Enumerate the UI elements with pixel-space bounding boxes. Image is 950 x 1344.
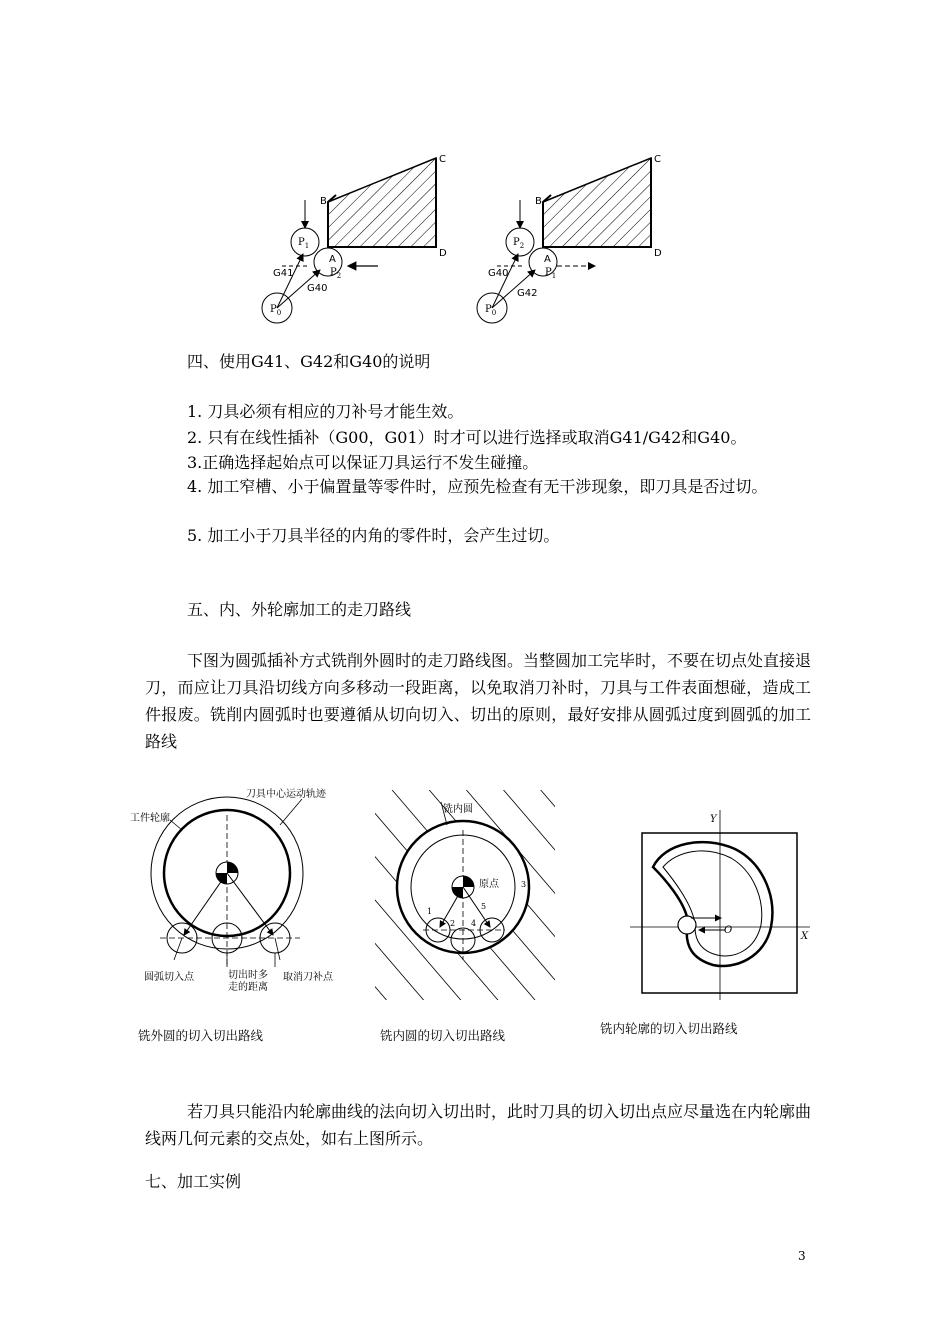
g42-diagram	[477, 154, 662, 323]
profile-label: 工件轮廓	[130, 813, 170, 824]
point-a-label: A	[544, 254, 551, 265]
point-b-label: B	[535, 196, 542, 207]
g42-label: G42	[517, 288, 538, 299]
outer-circle-figure	[130, 785, 370, 1000]
number-label: 1	[427, 907, 433, 916]
point-b-label: B	[320, 196, 327, 207]
cancel-point-label: 取消刀补点	[283, 972, 333, 983]
cutter-compensation-figure	[240, 150, 680, 325]
caption-inner-circle: 铣内圆的切入切出路线	[380, 1028, 506, 1043]
caption-outer-circle: 铣外圆的切入切出路线	[138, 1028, 264, 1043]
list-item: 3.正确选择起始点可以保证刀具运行不发生碰撞。	[187, 453, 539, 472]
point-a-label: A	[329, 254, 336, 265]
section-4-heading: 四、使用G41、G42和G40的说明	[187, 352, 431, 371]
origin-o-label: O	[724, 925, 733, 936]
point-d-label: D	[439, 248, 447, 259]
section-5-paragraph: 下图为圆弧插补方式铣削外圆时的走刀路线图。当整圆加工完毕时，不要在切点处直接退刀，而应让刀具沿切线方向多移动一段距离，以免取消刀补时，刀具与工件表面想碰，造成工件报废。铣削内圆弧时也要遵循从切向切入、切出的原则，最好安排从圆弧过度到圆弧的加工路线	[145, 651, 812, 751]
extra-distance-label-line1: 切出时多	[228, 970, 268, 981]
point-p2-label: $P_2$	[513, 237, 525, 250]
inner-circle-label: 铣内圆	[443, 804, 473, 815]
list-item: 5. 加工小于刀具半径的内角的零件时，会产生过切。	[187, 526, 560, 545]
y-axis-label: Y	[710, 814, 717, 825]
point-p1-label: $P_1$	[298, 237, 310, 250]
list-item: 1. 刀具必须有相应的刀补号才能生效。	[187, 402, 464, 421]
point-c-label: C	[439, 154, 446, 165]
point-d-label: D	[654, 248, 662, 259]
section-5-heading: 五、内、外轮廓加工的走刀路线	[187, 600, 412, 619]
caption-inner-contour: 铣内轮廓的切入切出路线	[600, 1021, 738, 1036]
point-p0-label: $P_0$	[485, 304, 497, 317]
number-label: 4	[471, 919, 477, 928]
inner-circle-figure	[375, 790, 555, 1000]
point-p2-label: $P_2$	[330, 267, 342, 280]
x-axis-label: X	[801, 931, 809, 942]
list-item: 4. 加工窄槽、小于偏置量等零件时，应预先检查有无干涉现象，即刀具是否过切。	[187, 477, 768, 496]
g40-label: G40	[488, 268, 509, 279]
g41-label: G41	[273, 268, 294, 279]
number-label: 3	[521, 880, 527, 889]
closing-paragraph: 若刀具只能沿内轮廓曲线的法向切入切出时，此时刀具的切入切出点应尽量选在内轮廓曲线两几何元素的交点处，如右上图所示。	[145, 1102, 812, 1148]
list-item: 2. 只有在线性插补（G00，G01）时才可以进行选择或取消G41/G42和G40。	[187, 428, 747, 447]
number-label: 2	[450, 919, 456, 928]
g41-diagram	[262, 154, 447, 323]
number-label: 5	[481, 902, 487, 911]
point-c-label: C	[654, 154, 661, 165]
section-7-heading: 七、加工实例	[145, 1172, 242, 1191]
g40-label: G40	[307, 283, 328, 294]
entry-point-label: 圆弧切入点	[144, 972, 194, 983]
inner-contour-figure	[625, 805, 825, 1005]
track-label: 刀具中心运动轨迹	[246, 789, 326, 800]
point-p1-label: $P_1$	[545, 267, 557, 280]
point-p0-label: $P_0$	[270, 304, 282, 317]
origin-label: 原点	[479, 879, 499, 890]
extra-distance-label-line2: 走的距离	[228, 982, 268, 993]
page-number: 3	[798, 1249, 806, 1263]
